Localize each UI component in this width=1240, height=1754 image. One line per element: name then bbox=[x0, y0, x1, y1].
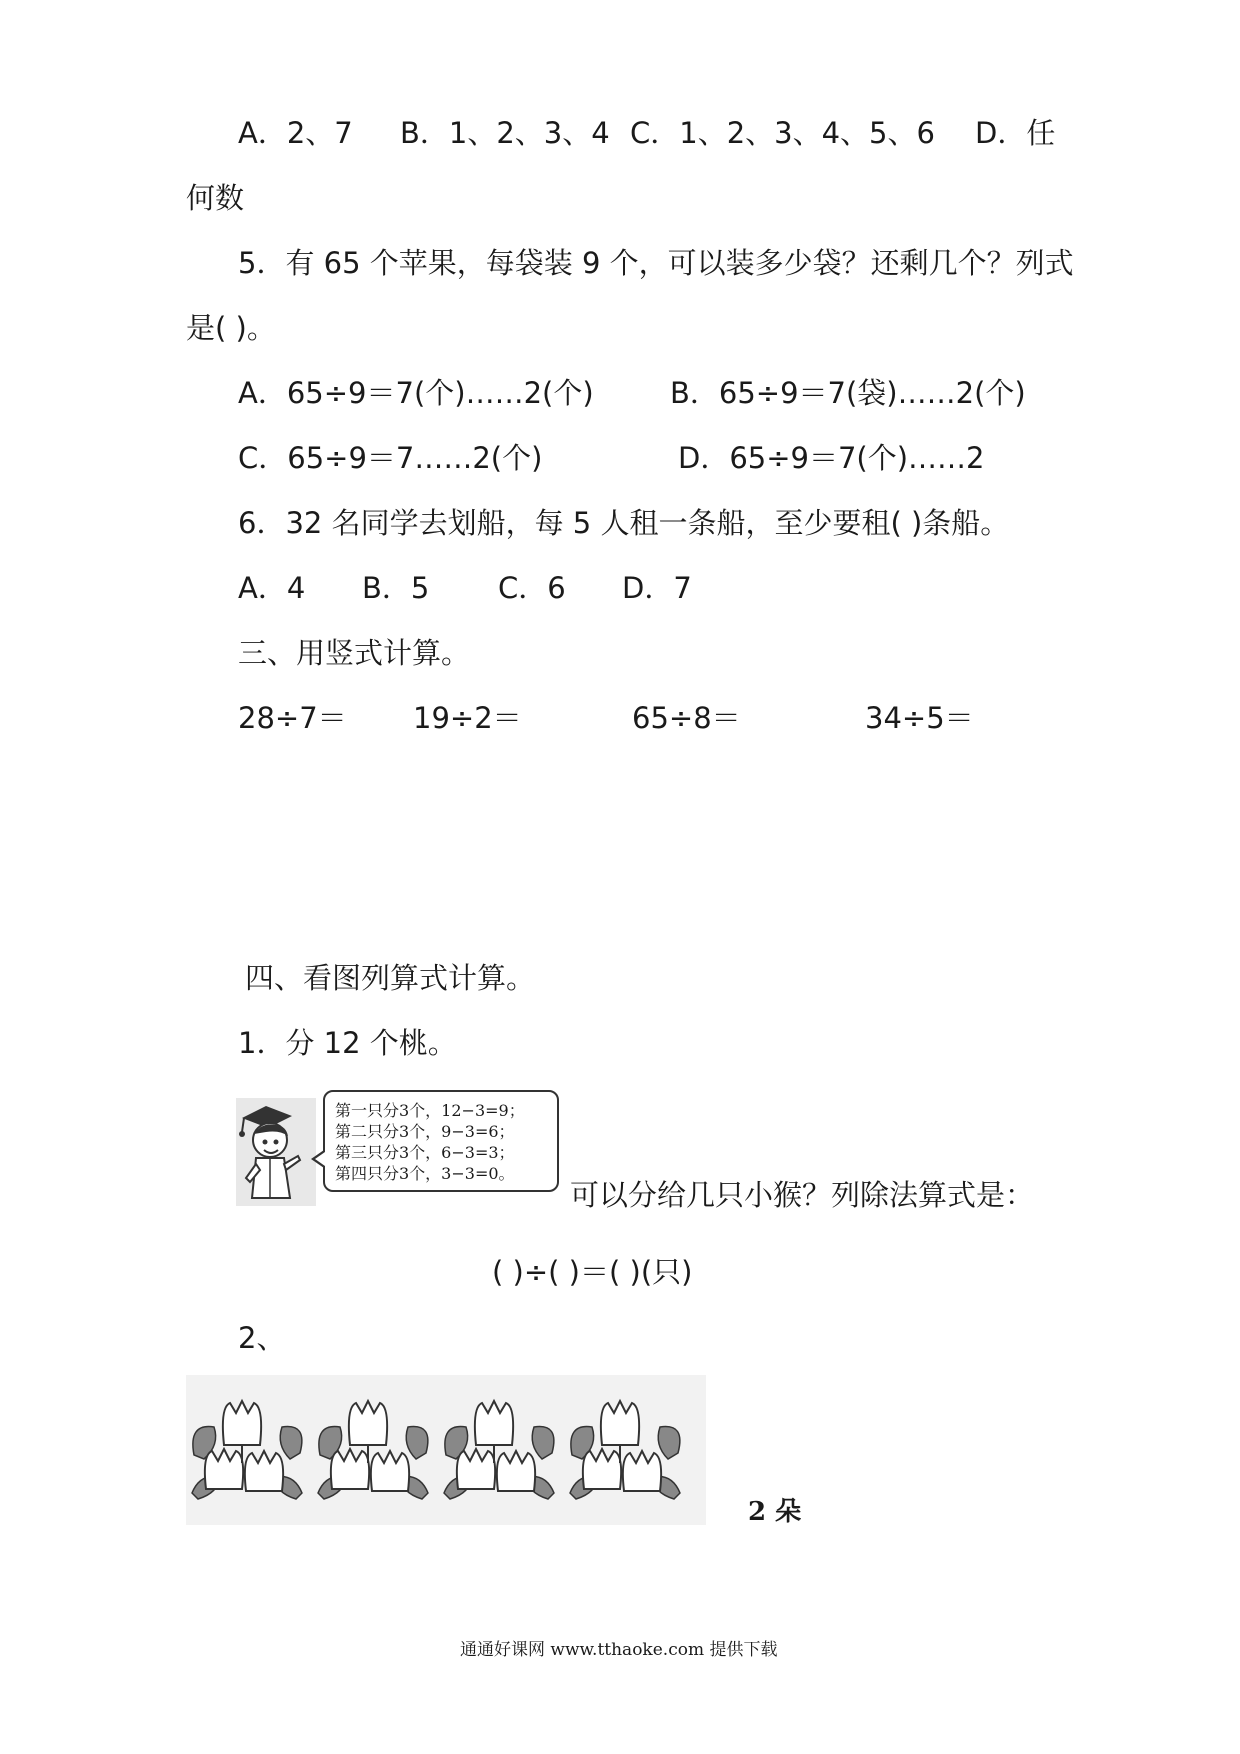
bubble-line-1: 第一只分3个，12−3=9； bbox=[335, 1101, 525, 1120]
q5-stem-line1: 5．有 65 个苹果，每袋装 9 个，可以装多少袋？还剩几个？列式 bbox=[238, 246, 1074, 280]
q4-option-d-continued: 何数 bbox=[186, 181, 245, 215]
bubble-line-4: 第四只分3个，3−3=0。 bbox=[335, 1164, 515, 1183]
calc-expr-2: 19÷2＝ bbox=[413, 701, 522, 735]
q5-option-d: D．65÷9＝7(个)……2 bbox=[678, 441, 985, 475]
section4-title: 四、看图列算式计算。 bbox=[245, 961, 536, 995]
footer-credit: 通通好课网 www.tthaoke.com 提供下载 bbox=[460, 1640, 778, 1660]
boy-illustration bbox=[236, 1098, 316, 1206]
part2-title: 2、 bbox=[238, 1321, 286, 1355]
calc-expr-1: 28÷7＝ bbox=[238, 701, 347, 735]
q5-stem-line2: 是( )。 bbox=[186, 311, 276, 345]
calc-expr-4: 34÷5＝ bbox=[865, 701, 974, 735]
q4-option-b: B．1、2、3、4 bbox=[400, 116, 610, 150]
q5-option-b: B．65÷9＝7(袋)……2(个) bbox=[670, 376, 1026, 410]
q4-option-d: D．任 bbox=[975, 116, 1056, 150]
part2-label: 2 朵 bbox=[748, 1497, 802, 1527]
part1-question: 可以分给几只小猴？列除法算式是： bbox=[570, 1178, 1035, 1212]
part1-title: 1．分 12 个桃。 bbox=[238, 1026, 457, 1060]
q5-option-a: A．65÷9＝7(个)……2(个) bbox=[238, 376, 594, 410]
bubble-line-2: 第二只分3个，9−3=6； bbox=[335, 1122, 515, 1141]
q4-option-c: C．1、2、3、4、5、6 bbox=[630, 116, 935, 150]
bubble-line-3: 第三只分3个，6−3=3； bbox=[335, 1143, 515, 1162]
q6-option-d: D．7 bbox=[622, 571, 692, 605]
bubble-tail-inner bbox=[315, 1152, 325, 1166]
q6-option-b: B．5 bbox=[362, 571, 430, 605]
q4-option-a: A．2、7 bbox=[238, 116, 353, 150]
part1-formula: ( )÷( )＝( )(只) bbox=[492, 1255, 693, 1289]
q6-option-c: C．6 bbox=[498, 571, 566, 605]
section3-title: 三、用竖式计算。 bbox=[238, 636, 471, 670]
q6-stem: 6．32 名同学去划船，每 5 人租一条船，至少要租( )条船。 bbox=[238, 506, 1010, 540]
calc-expr-3: 65÷8＝ bbox=[632, 701, 741, 735]
speech-bubble bbox=[323, 1090, 559, 1192]
q6-option-a: A．4 bbox=[238, 571, 306, 605]
q5-option-c: C．65÷9＝7……2(个) bbox=[238, 441, 543, 475]
flower-groups bbox=[186, 1375, 706, 1525]
